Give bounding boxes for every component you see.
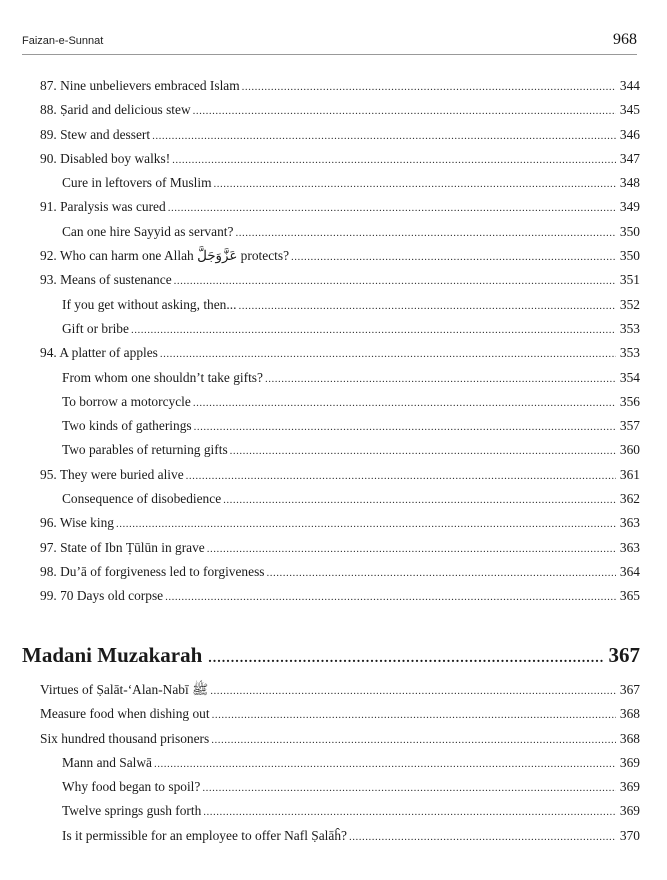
leader-dots xyxy=(207,537,616,561)
leader-dots xyxy=(291,245,616,269)
toc-entry[interactable] xyxy=(40,244,640,268)
toc-entry-page: 347 xyxy=(619,150,640,166)
book-title: Faizan-e-Sunnat xyxy=(22,35,104,47)
toc-list-madani-muzakarah xyxy=(40,678,640,848)
page-header xyxy=(22,28,637,55)
toc-entry[interactable] xyxy=(40,98,640,122)
leader-dots xyxy=(210,679,616,703)
toc-entry-title: 92. Who can harm one Allah عَزَّوَجَلَّ protects? xyxy=(40,248,290,264)
leader-dots xyxy=(202,776,616,800)
leader-dots xyxy=(267,561,617,585)
leader-dots xyxy=(230,439,616,463)
toc-entry-title: 96. Wise king xyxy=(40,515,114,531)
leader-dots xyxy=(154,752,616,776)
leader-dots xyxy=(172,148,616,172)
toc-entry-page: 365 xyxy=(619,588,640,604)
toc-entry[interactable] xyxy=(40,74,640,98)
toc-subentry[interactable] xyxy=(40,171,640,195)
toc-entry-title: From whom one shouldn’t take gifts? xyxy=(62,369,263,385)
toc-entry-page: 363 xyxy=(619,539,640,555)
leader-dots xyxy=(235,221,616,245)
leader-dots xyxy=(223,488,616,512)
toc-entry-page: 370 xyxy=(619,827,640,843)
toc-subentry[interactable] xyxy=(40,220,640,244)
toc-list-chapters xyxy=(40,74,640,609)
toc-entry-page: 364 xyxy=(619,563,640,579)
leader-dots xyxy=(186,464,616,488)
toc-entry-title: 98. Du’ā of forgiveness led to forgiveness xyxy=(40,563,265,579)
leader-dots xyxy=(168,196,616,220)
section-page: 367 xyxy=(608,643,640,667)
leader-dots xyxy=(208,644,602,674)
leader-dots xyxy=(238,294,616,318)
toc-subentry[interactable] xyxy=(40,414,640,438)
leader-dots xyxy=(116,512,616,536)
toc-entry[interactable] xyxy=(40,147,640,171)
toc-entry-title: 99. 70 Days old corpse xyxy=(40,588,164,604)
toc-entry-page: 350 xyxy=(619,223,640,239)
toc-entry-page: 368 xyxy=(619,706,640,722)
toc-entry[interactable] xyxy=(40,123,640,147)
toc-subentry[interactable] xyxy=(40,775,640,799)
page-number: 968 xyxy=(613,31,637,48)
toc-entry[interactable] xyxy=(40,463,640,487)
toc-entry[interactable] xyxy=(40,536,640,560)
toc-entry-title: 89. Stew and dessert xyxy=(40,126,151,142)
toc-subentry[interactable] xyxy=(40,824,640,848)
toc-entry[interactable] xyxy=(40,560,640,584)
toc-entry[interactable] xyxy=(40,341,640,365)
toc-entry[interactable] xyxy=(40,268,640,292)
leader-dots xyxy=(214,172,616,196)
toc-entry[interactable] xyxy=(40,678,640,702)
toc-subentry[interactable] xyxy=(40,487,640,511)
toc-entry-title: If you get without asking, then... xyxy=(62,296,237,312)
toc-entry-page: 361 xyxy=(619,466,640,482)
toc-entry-page: 362 xyxy=(619,491,640,507)
toc-entry-page: 348 xyxy=(619,175,640,191)
leader-dots xyxy=(193,99,616,123)
leader-dots xyxy=(242,75,616,99)
toc-entry-page: 350 xyxy=(619,248,640,264)
toc-entry-title: Can one hire Sayyid as servant? xyxy=(62,223,234,239)
toc-entry-title: Cure in leftovers of Muslim xyxy=(62,175,212,191)
toc-entry[interactable] xyxy=(40,584,640,608)
toc-entry-title: Virtues of Ṣalāt-‘Alan-Nabī ﷺ xyxy=(40,682,209,697)
toc-entry-page: 369 xyxy=(619,779,640,795)
toc-entry-page: 367 xyxy=(619,682,640,697)
toc-subentry[interactable] xyxy=(40,751,640,775)
toc-entry-title: Twelve springs gush forth xyxy=(62,803,202,819)
toc-entry-page: 369 xyxy=(619,803,640,819)
toc-entry-page: 356 xyxy=(619,393,640,409)
toc-entry-title: 91. Paralysis was cured xyxy=(40,199,166,215)
leader-dots xyxy=(194,415,616,439)
leader-dots xyxy=(265,367,616,391)
leader-dots xyxy=(211,728,616,752)
toc-entry-title: Two parables of returning gifts xyxy=(62,442,228,458)
leader-dots xyxy=(165,585,616,609)
toc-entry-page: 360 xyxy=(619,442,640,458)
toc-entry-title: Consequence of disobedience xyxy=(62,491,222,507)
toc-entry-page: 357 xyxy=(619,418,640,434)
toc-entry[interactable] xyxy=(40,702,640,726)
toc-entry-page: 352 xyxy=(619,296,640,312)
toc-entry-title: 95. They were buried alive xyxy=(40,466,184,482)
toc-entry-page: 369 xyxy=(619,754,640,770)
toc-entry[interactable] xyxy=(40,511,640,535)
leader-dots xyxy=(174,269,616,293)
toc-subentry[interactable] xyxy=(40,390,640,414)
section-heading[interactable] xyxy=(22,640,640,674)
toc-subentry[interactable] xyxy=(40,438,640,462)
toc-entry-title: Six hundred thousand prisoners xyxy=(40,730,210,746)
toc-subentry[interactable] xyxy=(40,799,640,823)
leader-dots xyxy=(152,124,616,148)
leader-dots xyxy=(160,342,616,366)
toc-entry-page: 344 xyxy=(619,78,640,93)
toc-entry-title: 97. State of Ibn Ṭūlūn in grave xyxy=(40,539,205,555)
toc-entry-page: 353 xyxy=(619,345,640,361)
toc-entry-title: 94. A platter of apples xyxy=(40,345,158,361)
toc-subentry[interactable] xyxy=(40,366,640,390)
toc-entry-title: 93. Means of sustenance xyxy=(40,272,172,288)
toc-entry-page: 368 xyxy=(619,730,640,746)
leader-dots xyxy=(131,318,616,342)
section-title: Madani Muzakarah xyxy=(22,643,203,667)
toc-entry-page: 349 xyxy=(619,199,640,215)
toc-entry-title: Two kinds of gatherings xyxy=(62,418,192,434)
toc-entry-title: 87. Nine unbelievers embraced Islam xyxy=(40,78,240,93)
toc-subentry[interactable] xyxy=(40,293,640,317)
toc-entry-page: 353 xyxy=(619,320,640,336)
toc-entry-title: 88. Ṣarid and delicious stew xyxy=(40,102,191,118)
toc-entry-page: 346 xyxy=(619,126,640,142)
toc-entry-page: 354 xyxy=(619,369,640,385)
toc-entry-title: Is it permissible for an employee to offer Nafl Ṣalāĥ? xyxy=(62,827,347,843)
toc-entry-page: 345 xyxy=(619,102,640,118)
leader-dots xyxy=(212,703,616,727)
leader-dots xyxy=(349,825,616,849)
leader-dots xyxy=(203,800,616,824)
toc-entry-page: 363 xyxy=(619,515,640,531)
toc-subentry[interactable] xyxy=(40,317,640,341)
toc-entry-title: Why food began to spoil? xyxy=(62,779,201,795)
toc-entry-title: Measure food when dishing out xyxy=(40,706,210,722)
toc-entry[interactable] xyxy=(40,195,640,219)
toc-entry-title: 90. Disabled boy walks! xyxy=(40,150,171,166)
toc-entry-title: Gift or bribe xyxy=(62,320,129,336)
toc-entry[interactable] xyxy=(40,727,640,751)
toc-entry-title: Mann and Salwā xyxy=(62,754,152,770)
toc-entry-title: To borrow a motorcycle xyxy=(62,393,191,409)
leader-dots xyxy=(193,391,616,415)
toc-entry-page: 351 xyxy=(619,272,640,288)
